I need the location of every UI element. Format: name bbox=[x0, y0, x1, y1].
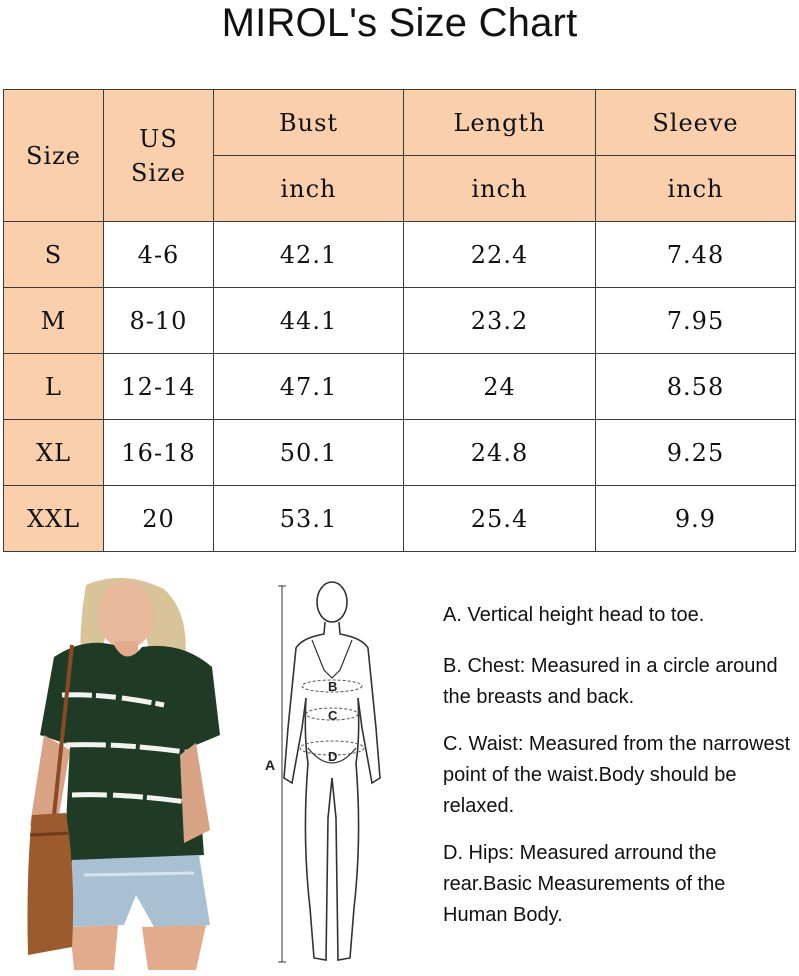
cell-sleeve: 7.48 bbox=[596, 222, 796, 288]
measurement-notes bbox=[443, 600, 793, 947]
cell-us-size: 8-10 bbox=[104, 288, 214, 354]
cell-us-size: 20 bbox=[104, 486, 214, 552]
cell-size: XXL bbox=[4, 486, 104, 552]
table-row bbox=[4, 420, 796, 486]
cell-size: M bbox=[4, 288, 104, 354]
cell-bust: 53.1 bbox=[214, 486, 404, 552]
header-sleeve: Sleeve bbox=[596, 90, 796, 156]
cell-size: S bbox=[4, 222, 104, 288]
cell-us-size: 16-18 bbox=[104, 420, 214, 486]
size-chart-table bbox=[3, 89, 796, 552]
cell-bust: 44.1 bbox=[214, 288, 404, 354]
unit-bust: inch bbox=[214, 156, 404, 222]
cell-us-size: 12-14 bbox=[104, 354, 214, 420]
figure-label-d: D bbox=[328, 749, 338, 764]
cell-sleeve: 9.25 bbox=[596, 420, 796, 486]
cell-bust: 50.1 bbox=[214, 420, 404, 486]
cell-sleeve: 7.95 bbox=[596, 288, 796, 354]
note-b: B. Chest: Measured in a circle around the breasts and back. bbox=[443, 655, 778, 708]
header-bust: Bust bbox=[214, 90, 404, 156]
cell-length: 25.4 bbox=[404, 486, 596, 552]
cell-length: 22.4 bbox=[404, 222, 596, 288]
cell-sleeve: 9.9 bbox=[596, 486, 796, 552]
figure-label-c: C bbox=[328, 708, 338, 723]
cell-bust: 42.1 bbox=[214, 222, 404, 288]
unit-length: inch bbox=[404, 156, 596, 222]
header-length: Length bbox=[404, 90, 596, 156]
cell-sleeve: 8.58 bbox=[596, 354, 796, 420]
cell-size: L bbox=[4, 354, 104, 420]
cell-size: XL bbox=[4, 420, 104, 486]
cell-length: 24 bbox=[404, 354, 596, 420]
table-row bbox=[4, 222, 796, 288]
note-a: A. Vertical height head to toe. bbox=[443, 604, 705, 626]
note-c: C. Waist: Measured from the narrowest point of the waist.Body should be relaxed. bbox=[443, 733, 791, 817]
table-header-row bbox=[4, 90, 796, 156]
note-d: D. Hips: Measured arround the rear.Basic Measurements of the Human Body. bbox=[443, 842, 726, 926]
cell-bust: 47.1 bbox=[214, 354, 404, 420]
figure-label-a: A bbox=[265, 757, 276, 773]
body-measurement-diagram bbox=[262, 578, 397, 970]
table-row bbox=[4, 486, 796, 552]
model-photo bbox=[14, 575, 229, 970]
page-title: MIROL's Size Chart bbox=[221, 1, 578, 45]
table-row bbox=[4, 288, 796, 354]
header-us-size: US Size bbox=[104, 90, 214, 222]
cell-us-size: 4-6 bbox=[104, 222, 214, 288]
cell-length: 23.2 bbox=[404, 288, 596, 354]
figure-label-b: B bbox=[328, 679, 338, 694]
unit-sleeve: inch bbox=[596, 156, 796, 222]
table-row bbox=[4, 354, 796, 420]
cell-length: 24.8 bbox=[404, 420, 596, 486]
header-size: Size bbox=[4, 90, 104, 222]
